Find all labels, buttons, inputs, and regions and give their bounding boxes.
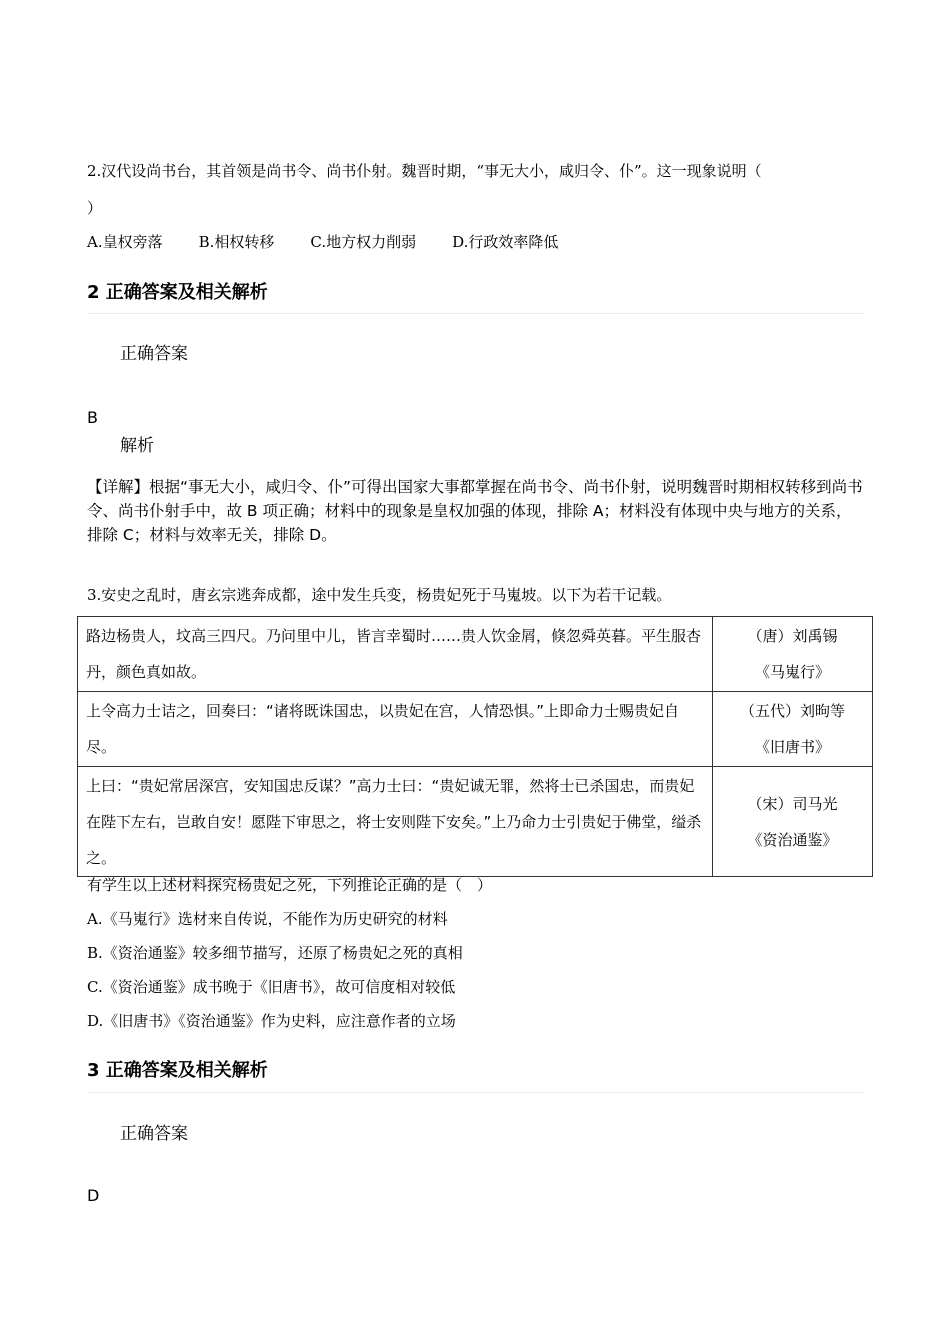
q2-options bbox=[87, 231, 594, 252]
divider bbox=[87, 1092, 864, 1093]
source-text: 路边杨贵人，坟高三四尺。乃问里中儿，皆言幸蜀时……贵人饮金屑，倏忽舜英暮。平生服杏丹，颜色真如故。 bbox=[78, 617, 713, 692]
q3-stem: 3.安史之乱时，唐玄宗逃奔成都，途中发生兵变，杨贵妃死于马嵬坡。以下为若干记载。 bbox=[87, 586, 672, 604]
q2-stem-end: ） bbox=[87, 199, 103, 217]
q3-option-a: A.《马嵬行》选材来自传说，不能作为历史研究的材料 bbox=[87, 910, 448, 928]
answer-2-value: B bbox=[87, 408, 98, 427]
answer-2-heading: 2 正确答案及相关解析 bbox=[87, 282, 268, 303]
q2-option-a: A.皇权旁落 bbox=[87, 233, 163, 251]
source-text: 上令高力士诘之，回奏曰：“诸将既诛国忠，以贵妃在宫，人情恐惧。”上即命力士赐贵妃自尽。 bbox=[78, 692, 713, 767]
source-attribution bbox=[713, 767, 873, 877]
source-book: 《旧唐书》 bbox=[754, 738, 830, 756]
source-author: （唐）刘禹锡 bbox=[747, 627, 838, 645]
table-row bbox=[78, 767, 873, 877]
q3-option-d: D.《旧唐书》《资治通鉴》作为史料，应注意作者的立场 bbox=[87, 1012, 456, 1030]
q3-source-table bbox=[77, 616, 873, 877]
source-attribution bbox=[713, 617, 873, 692]
q3-question: 有学生以上述材料探究杨贵妃之死，下列推论正确的是（ ） bbox=[87, 876, 493, 894]
source-text: 上曰：“贵妃常居深宫，安知国忠反谋？”高力士曰：“贵妃诚无罪，然将士已杀国忠，而贵妃在陛下左右，岂敢自安！愿陛下审思之，将士安则陛下安矣。”上乃命力士引贵妃于佛堂，缢杀之。 bbox=[78, 767, 713, 877]
q2-option-d: D.行政效率降低 bbox=[452, 233, 559, 251]
q2-stem: 2.汉代设尚书台，其首领是尚书令、尚书仆射。魏晋时期，“事无大小，咸归令、仆”。这一现象说明（ bbox=[87, 162, 762, 180]
q2-option-b: B.相权转移 bbox=[198, 233, 275, 251]
answer-3-label: 正确答案 bbox=[120, 1124, 188, 1144]
analysis-2-label: 解析 bbox=[120, 436, 154, 456]
q2-option-c: C.地方权力削弱 bbox=[310, 233, 417, 251]
source-book: 《资治通鉴》 bbox=[747, 830, 838, 849]
table-row bbox=[78, 617, 873, 692]
source-attribution bbox=[713, 692, 873, 767]
q3-option-b: B.《资治通鉴》较多细节描写，还原了杨贵妃之死的真相 bbox=[87, 944, 463, 962]
q3-option-c: C.《资治通鉴》成书晚于《旧唐书》，故可信度相对较低 bbox=[87, 978, 456, 996]
answer-2-label: 正确答案 bbox=[120, 344, 188, 364]
source-author: （宋）司马光 bbox=[747, 794, 838, 813]
source-author: （五代）刘昫等 bbox=[739, 702, 845, 720]
divider bbox=[87, 313, 864, 314]
table-row bbox=[78, 692, 873, 767]
analysis-2-text: 【详解】根据“事无大小，咸归令、仆”可得出国家大事都掌握在尚书令、尚书仆射，说明魏晋时期相权转移到尚书令、尚书仆射手中，故 B 项正确；材料中的现象是皇权加强的体现，排除 A；材料没有体现中央与地方的关系，排除 C；材料与效率无关，排除 D。 bbox=[87, 478, 863, 544]
answer-3-heading: 3 正确答案及相关解析 bbox=[87, 1060, 268, 1081]
source-book: 《马嵬行》 bbox=[754, 663, 830, 681]
answer-3-value: D bbox=[87, 1186, 100, 1205]
